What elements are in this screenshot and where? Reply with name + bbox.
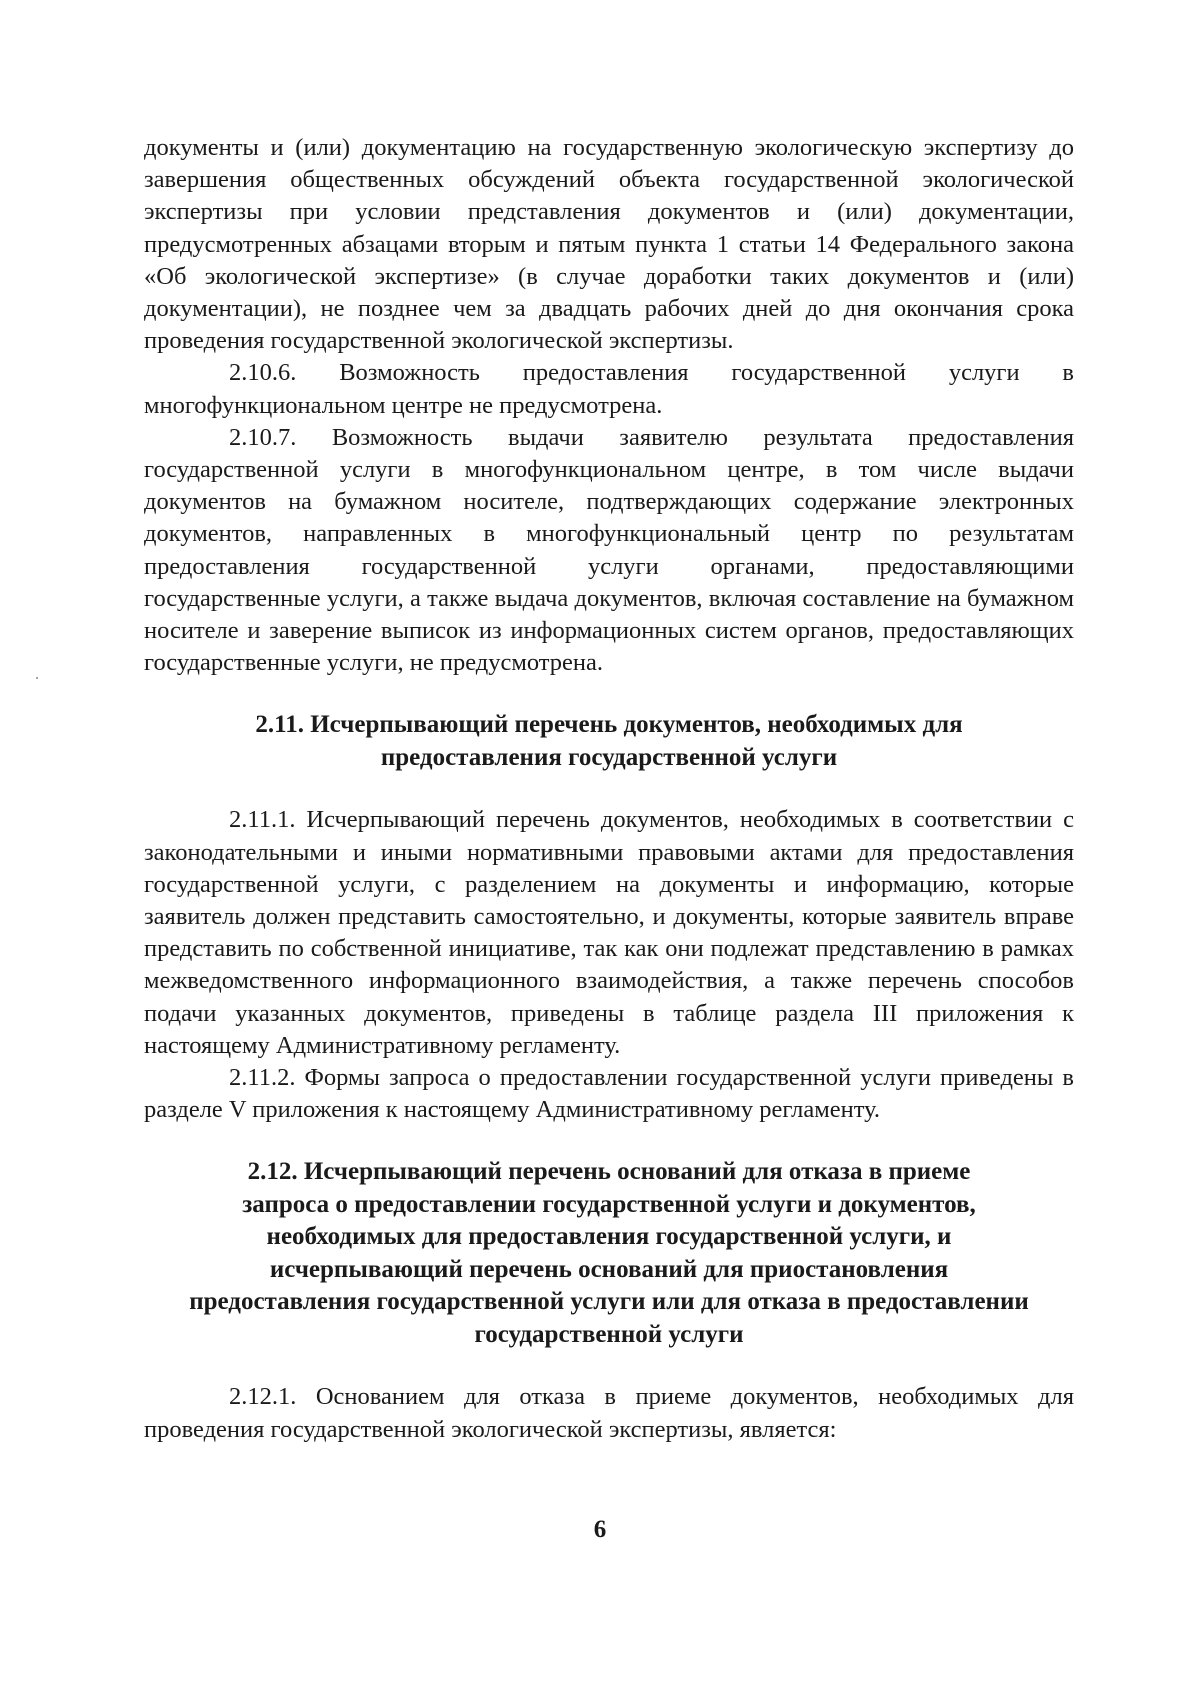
heading-line: необходимых для предоставления государственной услуги, и (266, 1223, 952, 1251)
page-number: 6 (593, 1516, 607, 1543)
paragraph-2-11-1: 2.11.1. Исчерпывающий перечень документов, необходимых в соответствии с законодательными и иными нормативными правовыми актами для предоставления государственной услуги, с разделением на документы и информацию, которые заявитель должен представить самостоятельно, и документы, которые заявитель вправе представить по собственной инициативе, так как они подлежат представлению в рамках межведомственного информационного взаимодействия, а также перечень способов подачи указанных документов, приведены в таблице раздела III приложения к настоящему Административному регламенту. (144, 806, 1074, 1059)
scan-speck (36, 677, 38, 679)
paragraph-2-11-2: 2.11.2. Формы запроса о предоставлении государственной услуги приведены в разделе V приложения к настоящему Административному регламенту. (144, 1064, 1074, 1124)
document-page (144, 132, 1074, 1446)
heading-line: государственной услуги (474, 1320, 744, 1348)
paragraph-continuation: документы и (или) документацию на государственную экологическую экспертизу до завершения общественных обсуждений объекта государственной экологической экспертизы при условии представления документов и (или) документации, предусмотренных абзацами вторым и пятым пункта 1 статьи 14 Федерального закона «Об экологической экспертизе» (в случае доработки таких документов и (или) документации), не позднее чем за двадцать рабочих дней до дня окончания срока проведения государственной экологической экспертизы. (144, 134, 1074, 355)
heading-line: предоставления государственной услуги или для отказа в предоставлении (189, 1288, 1029, 1316)
heading-line: 2.11. Исчерпывающий перечень документов, необходимых для (255, 711, 963, 739)
heading-line: предоставления государственной услуги (380, 743, 838, 771)
heading-line: запроса о предоставлении государственной услуги и документов, (242, 1190, 976, 1218)
paragraph-2-12-1: 2.12.1. Основанием для отказа в приеме документов, необходимых для проведения государственной экологической экспертизы, является: (144, 1383, 1074, 1443)
heading-line: 2.12. Исчерпывающий перечень оснований для отказа в приеме (247, 1158, 971, 1186)
section-heading-2-12 (144, 1156, 1074, 1351)
paragraph-2-10-7: 2.10.7. Возможность выдачи заявителю результата предоставления государственной услуги в многофункциональном центре, в том числе выдачи документов на бумажном носителе, подтверждающих содержание электронных документов, направленных в многофункциональный центр по результатам предоставления государственной услуги органами, предоставляющими государственные услуги, а также выдача документов, включая составление на бумажном носителе и заверение выписок из информационных систем органов, предоставляющих государственные услуги, не предусмотрена. (144, 423, 1074, 677)
heading-line: исчерпывающий перечень оснований для приостановления (269, 1255, 949, 1283)
paragraph-2-10-6: 2.10.6. Возможность предоставления государственной услуги в многофункциональном центре не предусмотрена. (144, 359, 1074, 419)
section-heading-2-11 (144, 709, 1074, 774)
